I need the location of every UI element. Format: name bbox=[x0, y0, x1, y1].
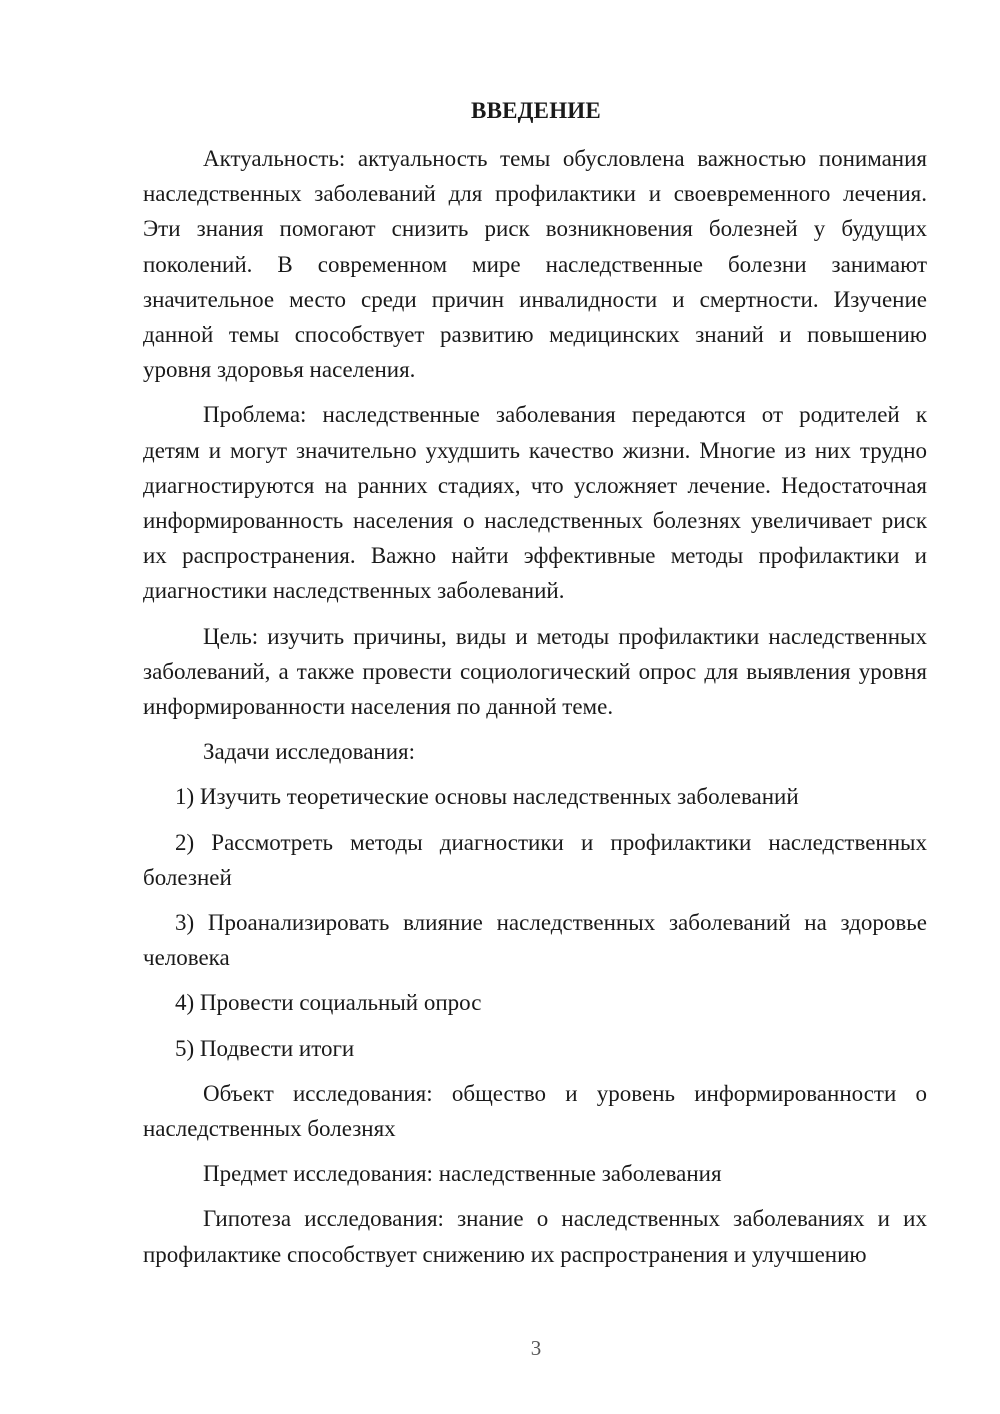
task-item: 2) Рассмотреть методы диагностики и профилактики наследственных болезней bbox=[143, 829, 927, 890]
section-heading: ВВЕДЕНИЕ bbox=[471, 98, 601, 123]
problem-paragraph: Проблема: наследственные заболевания передаются от родителей к детям и могут значительно ухудшить качество жизни. Многие из них трудно диагностируются на ранних стадиях, что усложняет лечение. Недостаточная информированность населения о наследственных болезнях увеличивает риск их распространения. Важно найти эффективные методы профилактики и диагностики наследственных заболеваний. bbox=[143, 402, 927, 604]
page-number: 3 bbox=[530, 1336, 542, 1360]
tasks-title: Задачи исследования: bbox=[203, 739, 416, 765]
body-text bbox=[143, 141, 927, 1282]
hypothesis-paragraph: Гипотеза исследования: знание о наследственных заболеваниях и их профилактике способствует снижению их распространения и улучшению bbox=[143, 1206, 927, 1267]
subject-paragraph: Предмет исследования: наследственные заболевания bbox=[203, 1161, 722, 1187]
task-item: 5) Подвести итоги bbox=[175, 1035, 355, 1061]
task-item: 4) Провести социальный опрос bbox=[175, 990, 482, 1016]
relevance-paragraph: Актуальность: актуальность темы обусловлена важностью понимания наследственных заболеваний для профилактики и своевременного лечения. Эти знания помогают снизить риск возникновения болезней у будущих поколений. В современном мире наследственные болезни занимают значительное место среди причин инвалидности и смертности. Изучение данной темы способствует развитию медицинских знаний и повышению уровня здоровья населения. bbox=[143, 146, 927, 383]
task-item: 1) Изучить теоретические основы наследственных заболеваний bbox=[175, 784, 799, 810]
task-item: 3) Проанализировать влияние наследственных заболеваний на здоровье человека bbox=[143, 910, 927, 971]
goal-paragraph: Цель: изучить причины, виды и методы профилактики наследственных заболеваний, а также провести социологический опрос для выявления уровня информированности населения по данной теме. bbox=[143, 623, 927, 720]
object-paragraph: Объект исследования: общество и уровень информированности о наследственных болезнях bbox=[143, 1080, 927, 1142]
